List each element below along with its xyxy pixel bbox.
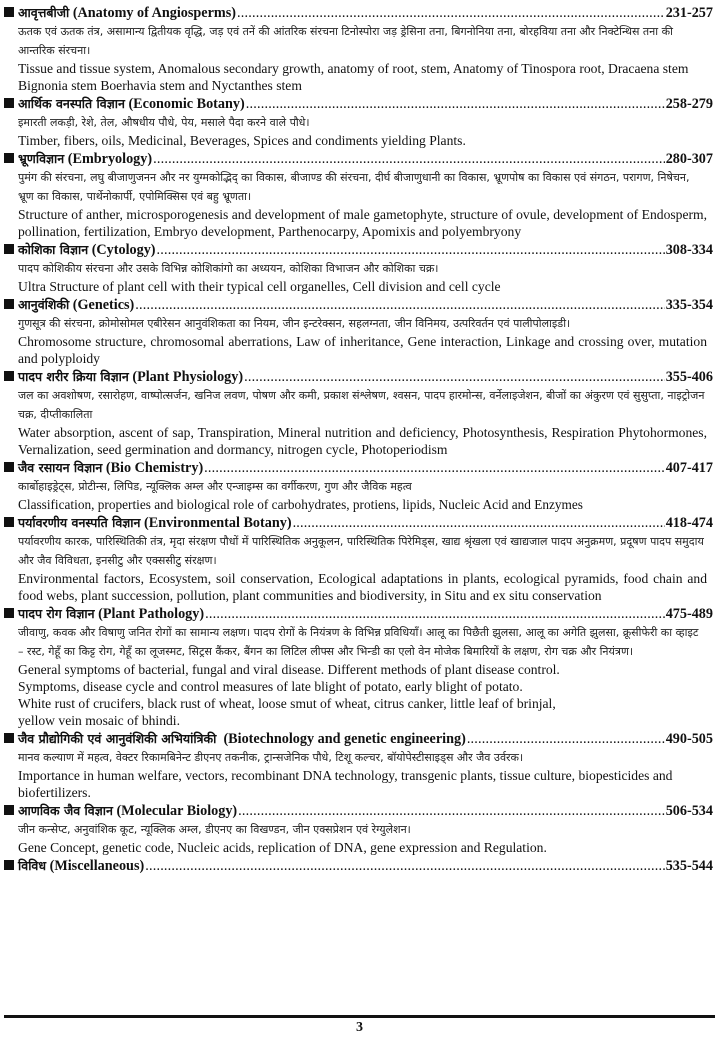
toc-heading-title: आनुवंशिकी (Genetics) (18, 297, 135, 313)
leader-dots (244, 368, 665, 386)
leader-dots (204, 459, 665, 477)
hindi-description: पादप कोशिकीय संरचना और उसके विभिन्न कोशिकांगो का अध्ययन, कोशिका विभाजन और कोशिका चक्र। (18, 262, 439, 275)
square-bullet-icon (4, 299, 14, 309)
page-range: 355-406 (665, 369, 713, 385)
leader-dots (467, 730, 665, 748)
english-description: Chromosome structure, chromosomal aberrations, Law of inheritance, Gene interaction, Linkage and crossing over, mutation and polyploidy (18, 334, 707, 366)
toc-heading (0, 3, 719, 22)
toc-heading (0, 295, 719, 314)
square-bullet-icon (4, 733, 14, 743)
toc-heading (0, 729, 719, 748)
english-description-line: General symptoms of bacterial, fungal and viral disease. Different methods of plant disease control. (18, 662, 560, 677)
leader-dots (293, 514, 665, 532)
toc-heading-title: जैव रसायन विज्ञान (Bio Chemistry) (18, 460, 204, 476)
toc-heading-title: पर्यावरणीय वनस्पति विज्ञान (Environmental Botany) (18, 515, 292, 531)
toc-heading (0, 367, 719, 386)
square-bullet-icon (4, 7, 14, 17)
toc-section-bio-chemistry (0, 458, 719, 513)
english-description: Ultra Structure of plant cell with their typical cell organelles, Cell division and cell cycle (18, 279, 501, 294)
toc-section-cytology (0, 240, 719, 295)
square-bullet-icon (4, 805, 14, 815)
toc-heading-title: पादप शरीर क्रिया विज्ञान (Plant Physiology) (18, 369, 244, 385)
page-range: 490-505 (665, 731, 713, 747)
square-bullet-icon (4, 98, 14, 108)
hindi-description: पर्यावरणीय कारक, पारिस्थितिकी तंत्र, मृदा संरक्षण पौधों में पारिस्थितिक अनुकूलन, पारिस्थितिक पिरेमिड्स, खाद्य श्रृंखला एवं खाद्यजाल पादप अनुक्रमण, प्रदूषण पादप समुदाय और जैव विविधता, इनसीटु और एक्ससीटु संरक्षण। (18, 535, 704, 567)
english-description: Structure of anther, microsporogenesis and development of male gametophyte, structure of ovule, development of Endosperm, pollination, fertilization, Embryo development, Parthenocarpy, Apomixis and polyembryony (18, 207, 707, 239)
toc-heading (0, 94, 719, 113)
english-description: Water absorption, ascent of sap, Transpiration, Mineral nutrition and deficiency, Photosynthesis, Respiration Phytohormones, Vernalization, seed germination and dormancy, nitrogen cycle, Photoperiodism (18, 425, 707, 457)
hindi-description: जल का अवशोषण, रसारोहण, वाष्पोत्सर्जन, खनिज लवण, पोषण और कमी, प्रकाश संश्लेषण, श्वसन, पादप हारमोन्स, वर्नेलाइजेशन, बीजों का अंकुरण एवं सुसुप्ता, नाइट्रोजन चक्र, दीप्तीकालिता (18, 389, 705, 421)
hindi-description: गुणसूत्र की संरचना, क्रोमोसोमल एबीरेसन आनुवंशिकता का नियम, जीन इन्टरेक्सन, सहलग्नता, जीन विनिमय, उत्परिवर्तन एवं पालीपोलाइडी। (18, 317, 571, 330)
page-range: 308-334 (665, 242, 713, 258)
leader-dots (145, 857, 665, 875)
toc-section-economic-botany (0, 94, 719, 149)
toc-heading-title: विविध (Miscellaneous) (18, 858, 145, 874)
toc-section-biotechnology (0, 729, 719, 801)
toc-section-miscellaneous (0, 856, 719, 875)
leader-dots (135, 296, 664, 314)
leader-dots (157, 241, 665, 259)
hindi-description: जीन कन्सेप्ट, अनुवांशिक कूट, न्यूक्लिक अम्ल, डीएनए का विखण्डन, जीन एक्सप्रेशन एवं रेग्युलेशन। (18, 823, 411, 836)
page-range: 258-279 (665, 96, 713, 112)
square-bullet-icon (4, 608, 14, 618)
toc-heading-title: जैव प्रौद्योगिकी एवं आनुवंशिकी अभियांत्रिकी (Biotechnology and genetic engineering) (18, 731, 466, 747)
square-bullet-icon (4, 517, 14, 527)
toc-heading-title: भ्रूणविज्ञान (Embryology) (18, 151, 153, 167)
english-description: Gene Concept, genetic code, Nucleic acids, replication of DNA, gene expression and Regulation. (18, 840, 547, 855)
toc-heading (0, 801, 719, 820)
toc-heading-title: आवृत्तबीजी (Anatomy of Angiosperms) (18, 5, 236, 21)
toc-section-molecular-biology (0, 801, 719, 856)
toc-section-embryology (0, 149, 719, 240)
hindi-description: मानव कल्याण में महत्व, वेक्टर रिकामबिनेन्ट डीएनए तकनीक, ट्रान्सजेनिक पौधे, टिशू कल्चर, बॉयोपेस्टीसाइड्स और जैव उर्वरक। (18, 751, 524, 764)
leader-dots (246, 95, 665, 113)
english-description: Tissue and tissue system, Anomalous secondary growth, anatomy of root, stem, Anatomy of Tinospora root, Dracaena stem Bignonia stem Boerhavia stem and Nyctanthes stem (18, 61, 689, 93)
toc-section-genetics (0, 295, 719, 367)
toc-heading-title: आर्थिक वनस्पति विज्ञान (Economic Botany) (18, 96, 245, 112)
page-range: 231-257 (665, 5, 713, 21)
leader-dots (153, 150, 665, 168)
english-description: Timber, fibers, oils, Medicinal, Beverages, Spices and condiments yielding Plants. (18, 133, 466, 148)
english-description: Classification, properties and biological role of carbohydrates, protiens, lipids, Nucleic Acid and Enzymes (18, 497, 583, 512)
toc-heading (0, 604, 719, 623)
hindi-description: इमारती लकड़ी, रेशे, तेल, औषधीय पौधे, पेय, मसाले पैदा करने वाले पौधे। (18, 116, 310, 129)
english-description: Environmental factors, Ecosystem, soil conservation, Ecological adaptations in plants, ecological pyramids, food chain and food webs, plant succession, pollution, plant communities and biodiversity, in Situ and ex situ conservation (18, 571, 707, 603)
square-bullet-icon (4, 462, 14, 472)
english-description: Importance in human welfare, vectors, recombinant DNA technology, transgenic plants, tissue culture, biopesticides and biofertilizers. (18, 768, 673, 800)
toc-section-environmental-botany (0, 513, 719, 604)
square-bullet-icon (4, 153, 14, 163)
toc-heading (0, 149, 719, 168)
footer-rule (4, 1015, 715, 1018)
hindi-description: कार्बोहाइड्रेट्स, प्रोटीन्स, लिपिड, न्यूक्लिक अम्ल और एन्जाइम्स का वर्गीकरण, गुण और जैविक महत्व (18, 480, 412, 493)
hindi-description: पुमंग की संरचना, लघु बीजाणुजनन और नर युग्मकोद्भिद् का विकास, बीजाण्ड की संरचना, दीर्घ बीजाणुधानी का विकास, भ्रूणपोष का विकास एवं संगठन, परागण, निषेचन, भ्रूण का विकास, पार्थेनोकार्पी, एपोमिक्सिस एवं बहु भ्रूणता। (18, 171, 690, 203)
toc-heading-title: आणविक जैव विज्ञान (Molecular Biology) (18, 803, 238, 819)
page-range: 418-474 (665, 515, 713, 531)
toc-section-plant-pathology (0, 604, 719, 729)
square-bullet-icon (4, 860, 14, 870)
english-description-line: White rust of crucifers, black rust of wheat, loose smut of wheat, citrus canker, little leaf of brinjal, (18, 696, 556, 711)
leader-dots (237, 4, 665, 22)
leader-dots (205, 605, 665, 623)
english-description-line: yellow vein mosaic of bhindi. (18, 713, 180, 728)
page-range: 280-307 (665, 151, 713, 167)
english-description-line: Symptoms, disease cycle and control measures of late blight of potato, early blight of potato. (18, 679, 523, 694)
hindi-description: ऊतक एवं ऊतक तंत्र, असामान्य द्वितीयक वृद्धि, जड़ एवं तनें की आंतरिक संरचना टिनोस्पोरा जड़ ड्रेसिना तना, बिगनोनिया तना, बोरहविया तना और निक्टेन्थिस तना की आन्तरिक संरचना। (18, 25, 673, 57)
page-number: 3 (356, 1020, 363, 1035)
toc-heading (0, 240, 719, 259)
toc-heading (0, 513, 719, 532)
toc-section-anatomy (0, 3, 719, 94)
toc-heading-title: कोशिका विज्ञान (Cytology) (18, 242, 156, 258)
square-bullet-icon (4, 371, 14, 381)
hindi-description: जीवाणु, कवक और विषाणु जनित रोगों का सामान्य लक्षण। पादप रोगों के नियंत्रण के विभिन्न प्रविधियाँ। आलू का पिछैती झुलसा, आलू का अगेति झुलसा, क्रूसीफेरी का व्हाइट – रस्ट, गेहूँ का किट्ट रोग, गेहूँ का लूजस्मट, सिट्रस कैंकर, बैंगन का लिटिल लीफ्स और भिन्डी का एलो वेन मोजेक बिमारियों के लक्षण, रोग चक्र और नियंत्रण। (18, 626, 699, 658)
toc-section-plant-physiology (0, 367, 719, 458)
toc-heading (0, 458, 719, 477)
page-range: 506-534 (665, 803, 713, 819)
page-range: 407-417 (665, 460, 713, 476)
toc-heading (0, 856, 719, 875)
page-range: 335-354 (665, 297, 713, 313)
toc-heading-title: पादप रोग विज्ञान (Plant Pathology) (18, 606, 205, 622)
leader-dots (238, 802, 665, 820)
square-bullet-icon (4, 244, 14, 254)
page-range: 535-544 (665, 858, 713, 874)
page-range: 475-489 (665, 606, 713, 622)
